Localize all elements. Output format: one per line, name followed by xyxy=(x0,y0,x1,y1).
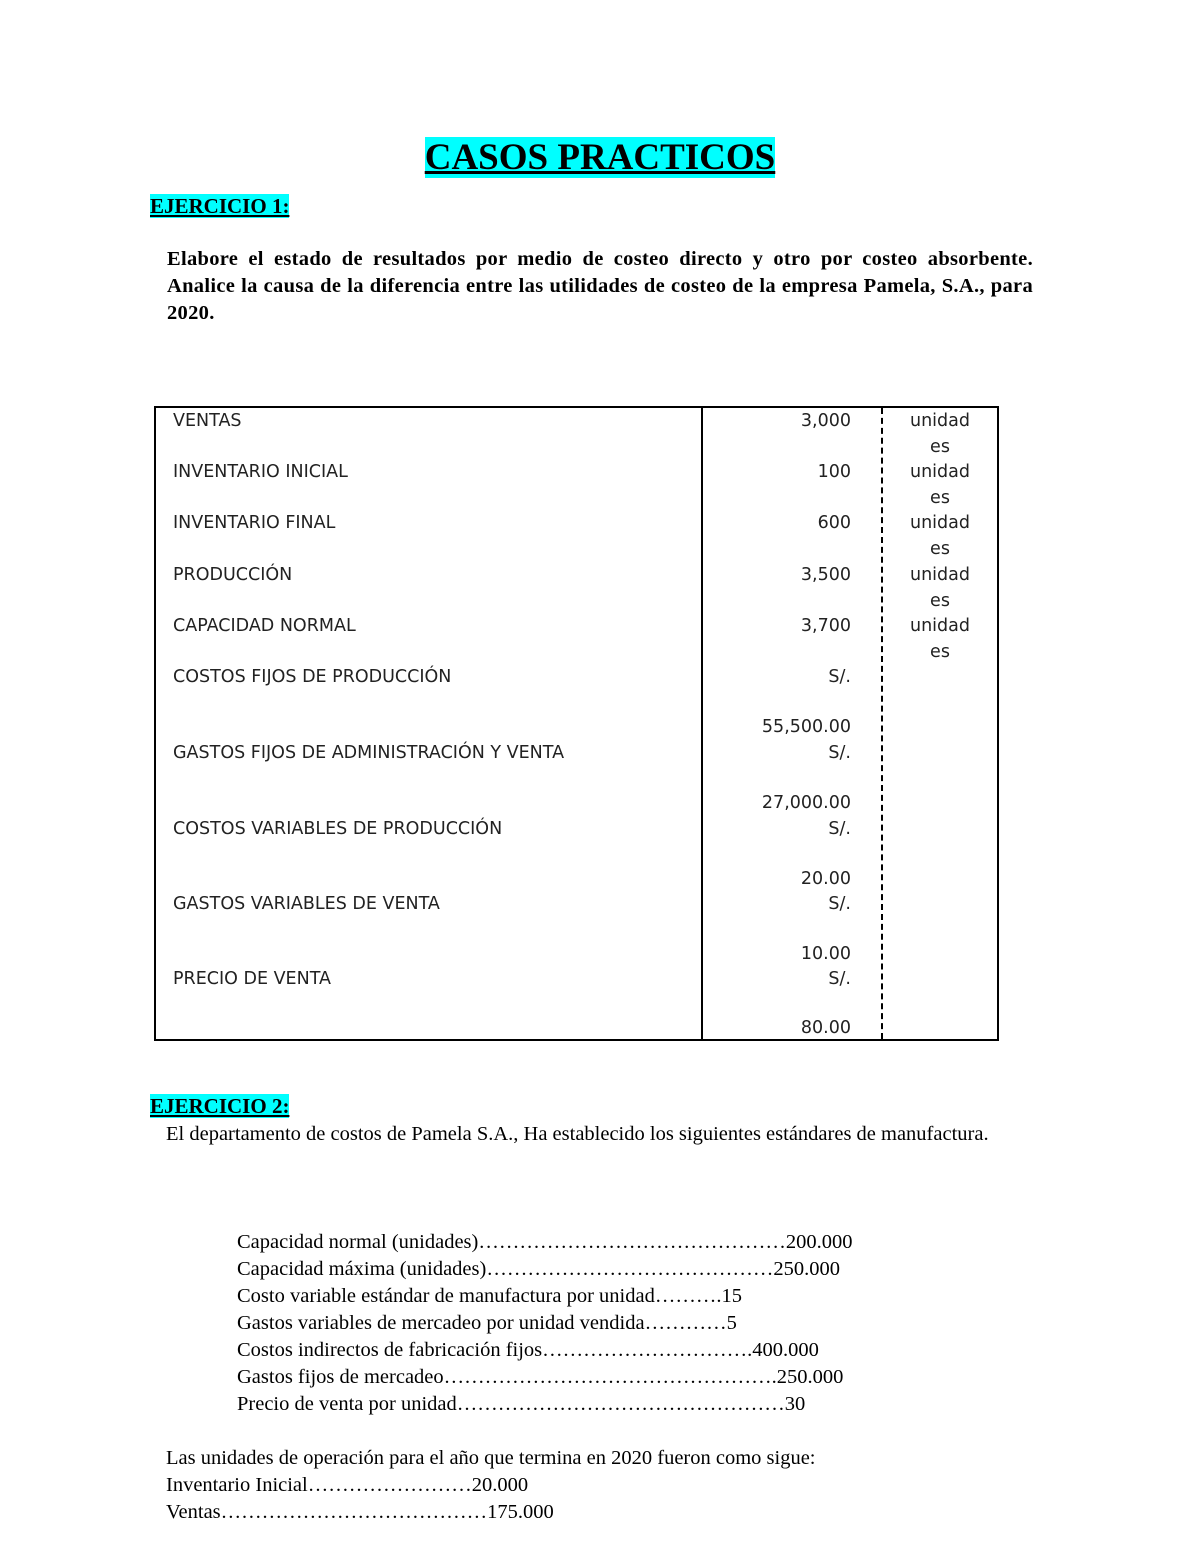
row-value: 3,500 xyxy=(800,565,851,585)
list-item: Capacidad máxima (unidades)……………………………………250.000 xyxy=(237,1258,840,1280)
list-item: Gastos fijos de mercadeo………………………………………….250.000 xyxy=(237,1366,844,1388)
row-unit: unidad xyxy=(910,411,970,431)
row-value: 3,000 xyxy=(800,411,851,431)
row-value: S/. xyxy=(828,819,851,839)
row-value: S/. xyxy=(828,743,851,763)
row-unit: es xyxy=(930,591,950,611)
row-label: VENTAS xyxy=(173,411,242,431)
row-unit: unidad xyxy=(910,513,970,533)
row-label: CAPACIDAD NORMAL xyxy=(173,616,356,636)
row-value: S/. xyxy=(828,894,851,914)
row-unit: es xyxy=(930,642,950,662)
row-value: 27,000.00 xyxy=(761,793,851,813)
ejercicio1-heading: EJERCICIO 1: xyxy=(150,194,290,218)
ejercicio2-intro: El departamento de costos de Pamela S.A., Ha establecido los siguientes estándares de manufactura. xyxy=(166,1123,989,1145)
row-value: 10.00 xyxy=(800,944,851,964)
operations-intro: Las unidades de operación para el año que termina en 2020 fueron como sigue: xyxy=(166,1447,816,1469)
row-value: S/. xyxy=(828,667,851,687)
row-label: PRECIO DE VENTA xyxy=(173,969,332,989)
row-label: COSTOS FIJOS DE PRODUCCIÓN xyxy=(173,667,452,687)
ejercicio1-intro: Elabore el estado de resultados por medio de costeo directo y otro por costeo absorbente. Analice la causa de la diferencia entre las utilidades de costeo de la empresa Pamela, S.A., para 2020. xyxy=(167,248,1033,324)
row-unit: es xyxy=(930,437,950,457)
standards-list xyxy=(237,1229,852,1418)
row-value: 80.00 xyxy=(800,1018,851,1038)
list-item: Precio de venta por unidad…………………………………………30 xyxy=(237,1393,806,1415)
operations-list xyxy=(166,1445,816,1526)
row-value: S/. xyxy=(828,969,851,989)
row-label: INVENTARIO FINAL xyxy=(173,513,336,533)
row-value: 100 xyxy=(817,462,851,482)
row-value: 3,700 xyxy=(800,616,851,636)
row-unit: unidad xyxy=(910,462,970,482)
list-item: Ventas…………………………………175.000 xyxy=(166,1501,554,1523)
column-divider xyxy=(701,408,703,1039)
list-item: Gastos variables de mercadeo por unidad vendida…………5 xyxy=(237,1312,737,1334)
row-value: 600 xyxy=(817,513,851,533)
row-unit: es xyxy=(930,488,950,508)
list-item: Costo variable estándar de manufactura por unidad……….15 xyxy=(237,1285,742,1307)
row-label: COSTOS VARIABLES DE PRODUCCIÓN xyxy=(173,819,503,839)
row-label: GASTOS VARIABLES DE VENTA xyxy=(173,894,440,914)
list-item: Costos indirectos de fabricación fijos………………………….400.000 xyxy=(237,1339,819,1361)
row-unit: unidad xyxy=(910,565,970,585)
list-item: Capacidad normal (unidades)………………………………………200.000 xyxy=(237,1231,853,1253)
row-label: INVENTARIO INICIAL xyxy=(173,462,348,482)
data-table xyxy=(154,406,999,1041)
row-value: 55,500.00 xyxy=(761,717,851,737)
row-unit: es xyxy=(930,539,950,559)
row-unit: unidad xyxy=(910,616,970,636)
row-value: 20.00 xyxy=(800,869,851,889)
row-label: GASTOS FIJOS DE ADMINISTRACIÓN Y VENTA xyxy=(173,743,565,763)
ejercicio2-heading: EJERCICIO 2: xyxy=(150,1094,290,1118)
list-item: Inventario Inicial……………………20.000 xyxy=(166,1474,529,1496)
column-divider-dashed xyxy=(881,408,883,1039)
page-title: CASOS PRACTICOS xyxy=(424,137,776,178)
row-label: PRODUCCIÓN xyxy=(173,565,293,585)
